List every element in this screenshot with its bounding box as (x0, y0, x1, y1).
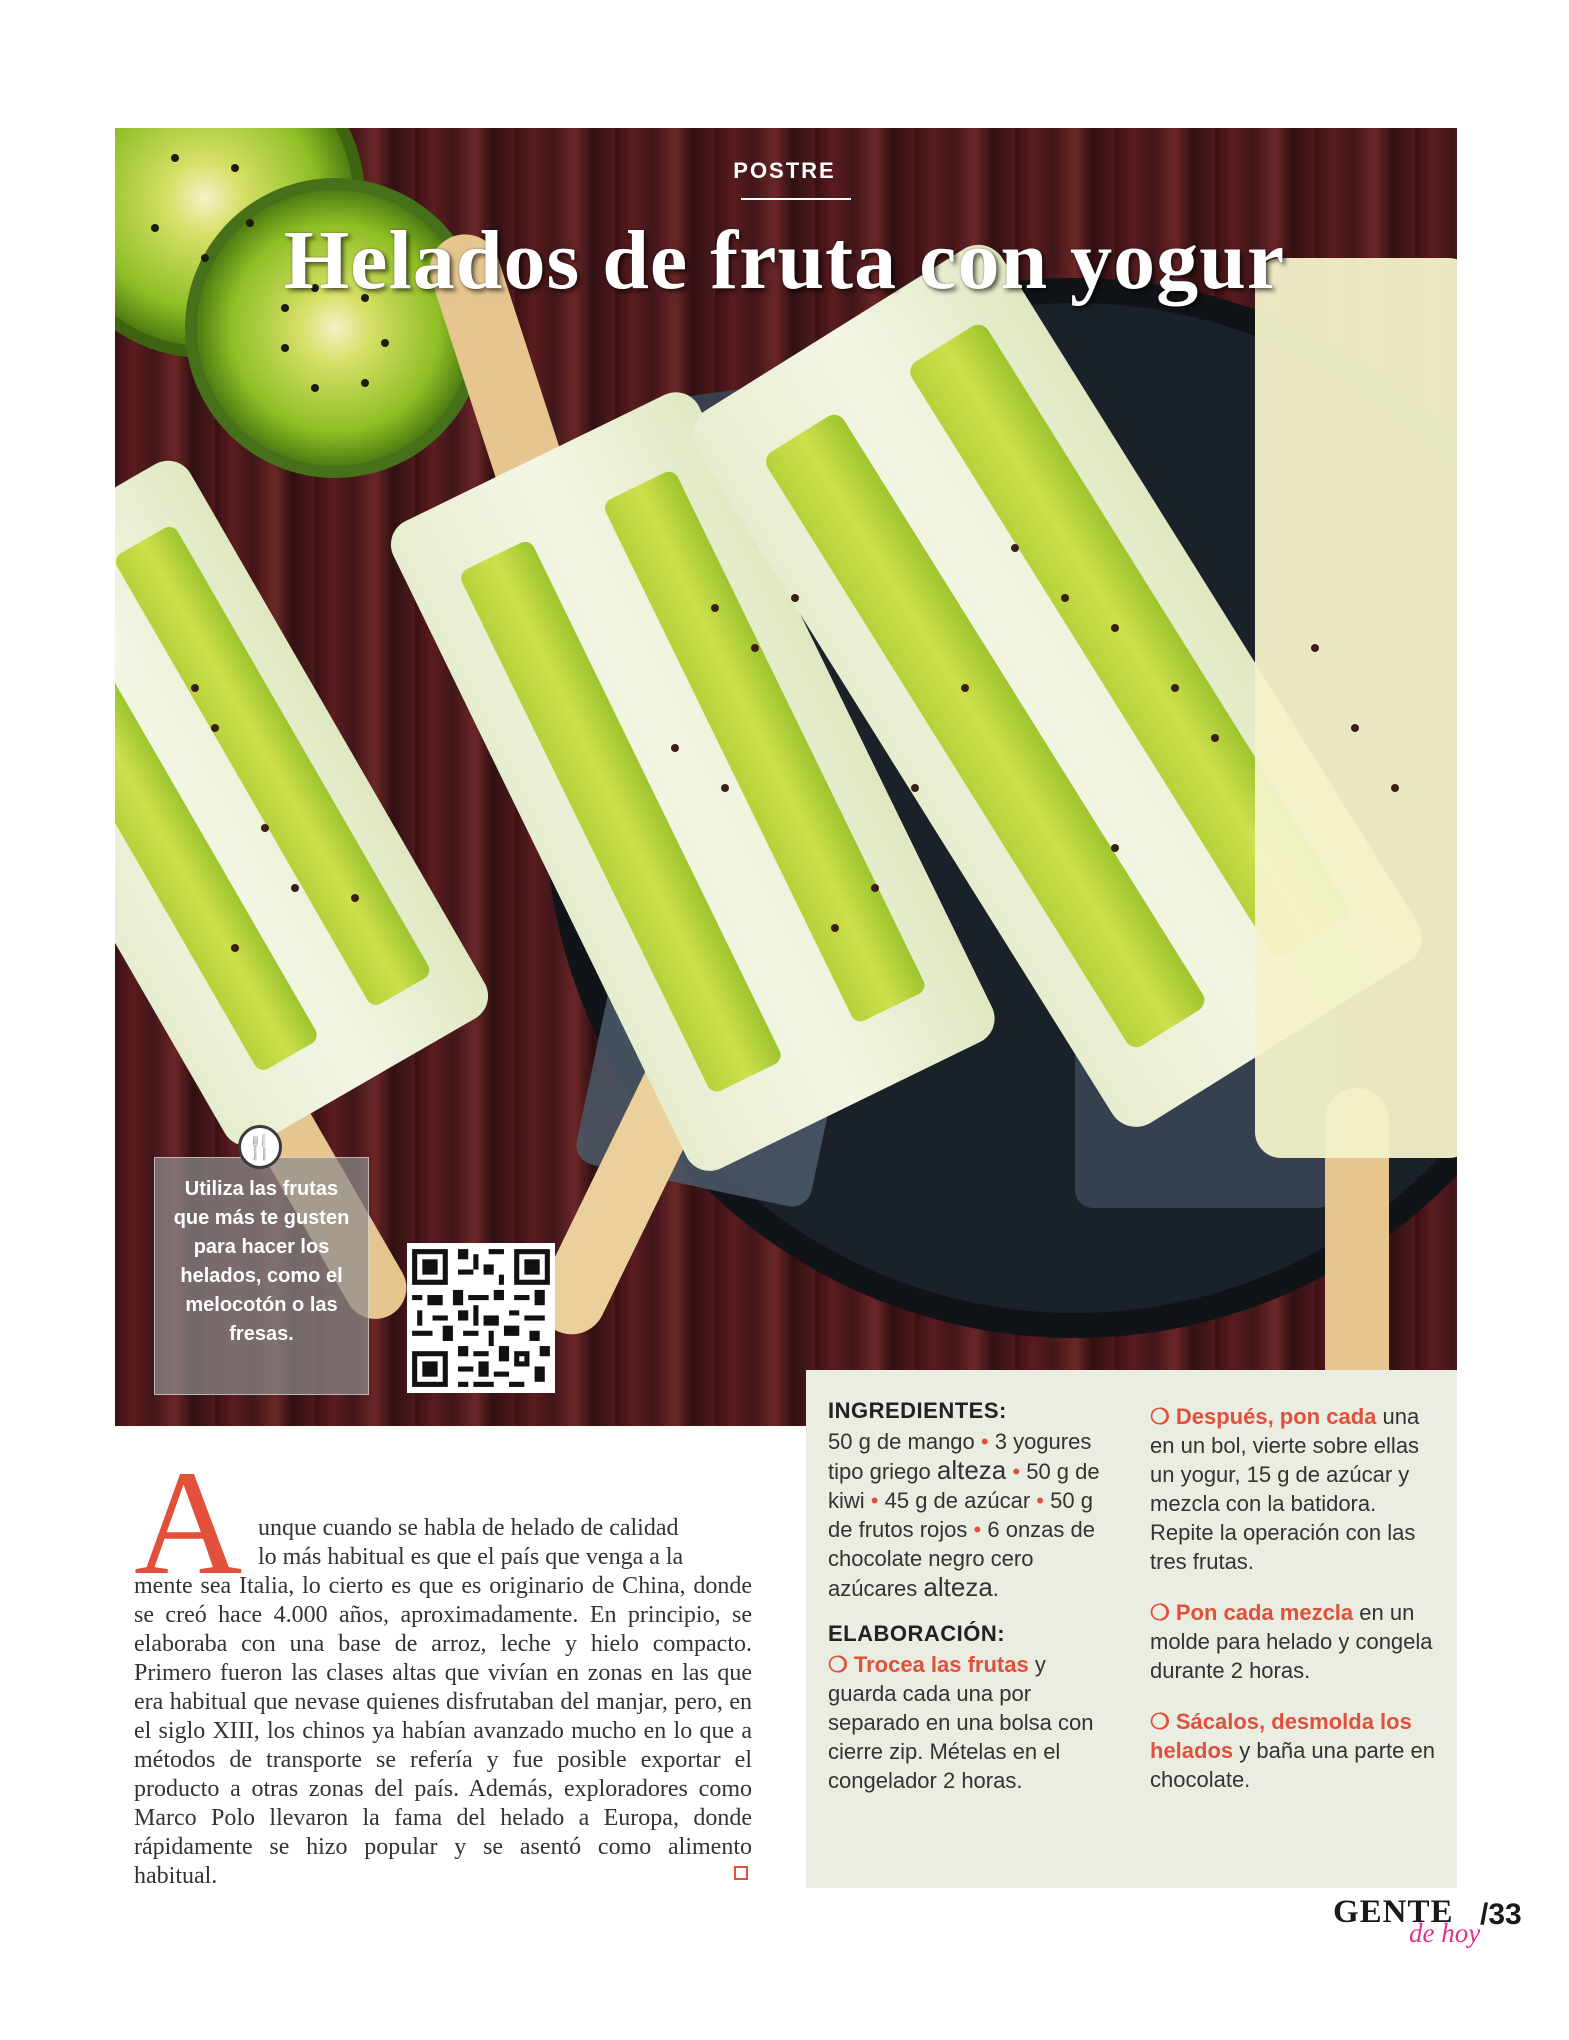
ingredient-chocolate: 6 onzas de chocolate negro cero azúcares (828, 1517, 1095, 1601)
kicker-underline (741, 198, 851, 200)
step-text: una en un bol, vierte sobre ellas un yogur, 15 g de azúcar y mezcla con la batidora. Repite la operación con las tres frutas. (1150, 1404, 1420, 1574)
step-lead: Después, pon cada (1175, 1404, 1377, 1429)
step-text: y guarda cada una por separado en una bolsa con cierre zip. Mételas en el congelador 2 horas. (828, 1652, 1094, 1793)
article-body (134, 1514, 752, 1891)
ingredient-mango: 50 g de mango (828, 1429, 975, 1454)
bullet: • (973, 1517, 982, 1542)
article-line-2: lo más habitual es que el país que venga a la (258, 1544, 684, 1570)
article-text: mente sea Italia, lo cierto es que es originario de China, donde se creó hace 4.000 años, aproximadamente. En principio, se elaboraba con una base de arroz, leche y hielo compacto. Primero fueron las clases altas que vivían en zonas en las que era habitual que nevase quienes disfrutaban del manjar, pero, en el siglo XIII, los chinos ya habían avanzado mucho en lo que a métodos de transporte se refería y fue posible exportar el producto a otras zonas del país. Además, exploradores como Marco Polo llevaron la fama del helado a Europa, donde rápidamente se hizo popular y se asentó como alimento habitual. (134, 1573, 752, 1889)
ingredient-sugar: 45 g de azúcar (884, 1488, 1031, 1513)
step-lead: Sácalos, desmolda los helados (1150, 1709, 1412, 1763)
step-4 (1150, 1707, 1440, 1794)
article-line-1: unque cuando se habla de helado de calidad (258, 1515, 679, 1541)
step-marker-icon: ❍ (1150, 1404, 1170, 1429)
step-3 (1150, 1598, 1440, 1685)
bullet: • (1036, 1488, 1044, 1513)
ingredient-yogurt: 3 yogures tipo griego (828, 1429, 1092, 1484)
recipe-column-right (1150, 1402, 1440, 1794)
brand-name: alteza (923, 1572, 993, 1602)
ingredient-kiwi: 50 g de kiwi (828, 1459, 1100, 1513)
step-marker-icon: ❍ (1150, 1709, 1170, 1734)
step-1 (828, 1650, 1118, 1795)
magazine-logo-sub: de hoy (1409, 1918, 1481, 1948)
step-text: y baña una parte en chocolate. (1150, 1738, 1435, 1792)
step-lead: Trocea las frutas (853, 1652, 1029, 1677)
ingredients-heading: INGREDIENTES: (828, 1398, 1007, 1423)
elaboration-heading: ELABORACIÓN: (828, 1621, 1006, 1646)
step-lead: Pon cada mezcla (1175, 1600, 1354, 1625)
qr-code-icon (407, 1243, 555, 1393)
step-2 (1150, 1402, 1440, 1576)
qr-code[interactable] (407, 1243, 555, 1393)
page-title: Helados de fruta con yogur (283, 214, 1286, 307)
bullet: • (1012, 1459, 1021, 1484)
recipe-column-left (828, 1396, 1118, 1795)
ingredient-berries: 50 g de frutos rojos (828, 1488, 1093, 1542)
cutlery-icon: 🍴 (238, 1125, 282, 1169)
bullet: • (870, 1488, 879, 1513)
article-end-mark (734, 1866, 748, 1880)
section-kicker: POSTRE (733, 158, 836, 183)
ingredients-end: . (992, 1576, 999, 1601)
bullet: • (980, 1429, 989, 1454)
tip-text: Utiliza las frutas que más te gusten para hacer los helados, como el melocotón o las fresas. (173, 1178, 350, 1345)
step-marker-icon: ❍ (1150, 1600, 1170, 1625)
step-marker-icon: ❍ (828, 1652, 848, 1677)
brand-name: alteza (936, 1455, 1007, 1485)
magazine-logo: GENTE (1333, 1894, 1454, 1930)
step-text: en un molde para helado y congela durante 2 horas. (1150, 1600, 1433, 1683)
page-number: /33 (1480, 1898, 1522, 1931)
drop-cap: A (134, 1440, 243, 1606)
